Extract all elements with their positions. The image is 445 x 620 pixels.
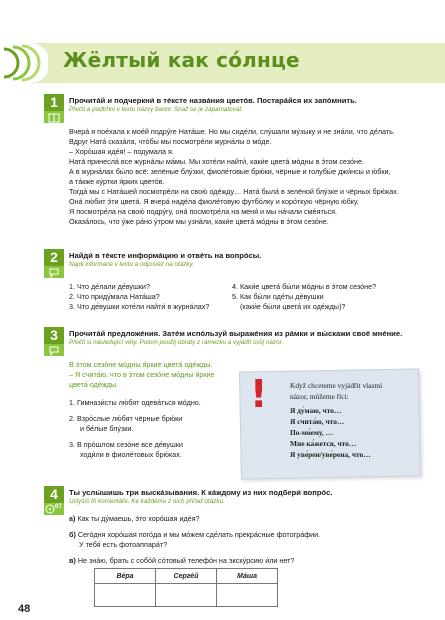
example-line: – Я счита́ю, что в э́том сезо́не мо́дны я́ркие: [69, 370, 215, 379]
question: 4. Каки́е цвета́ бы́ли мо́дны в э́том сезо́не?: [232, 282, 377, 291]
text-line: Вчера́ я пое́хала к мое́й подру́ге Ната́ше. Но мы сиде́ли, слу́шали му́зыку и не зна́ли, что де́лать.: [69, 127, 395, 136]
text-line: А в журна́лах бы́ло всё: зелёные блу́зки, фиоле́товые брю́ки, чёрные и голубы́е джи́нсы и ю́бки,: [69, 167, 391, 176]
speech-icon: [44, 344, 64, 356]
question: Не зна́ю, брать с собо́й со́товый телефо́н на экску́рсию и́ли нет?: [77, 556, 295, 565]
sentence: 3. В про́шлом сезо́не все де́вушки: [69, 440, 183, 449]
sentence-continued: и бе́лые блу́зки.: [80, 424, 134, 433]
curve-logo-icon: [0, 43, 48, 83]
question: 5. Как бы́ли оде́ты де́вушки: [232, 292, 324, 301]
column-header: Серге́й: [156, 569, 217, 584]
sentence-continued: ходи́ли в фиоле́товых брю́ках.: [80, 450, 182, 459]
exclamation-icon: !: [250, 372, 268, 416]
read-icon: [44, 111, 64, 123]
text-line: Ната́ принесла́ все журна́лы ма́мы. Мы хоте́ли найти́, каки́е цвета́ мо́дны в э́том сезо́не.: [69, 157, 364, 166]
question: 1. Что де́лали де́вушки?: [69, 282, 150, 291]
text-line: Я посмотре́ла на свою́ подру́гу, она́ посмотре́ла на меня́ и мы на́чали сме́яться.: [69, 207, 337, 216]
question-letter: б): [69, 530, 76, 539]
task-2-questions-left: [69, 282, 209, 312]
text-line: Оказа́лось, что у́же ра́но у́тром мы узна́ли, каки́е цвета́ мо́дны в э́том сезо́не.: [69, 217, 329, 226]
task-2-questions-right: [232, 282, 376, 312]
question: 2. Что приду́мала Ната́ша?: [69, 292, 160, 301]
audio-cd-icon: [44, 503, 64, 515]
page-title: Жёлтый как со́лнце: [63, 48, 300, 72]
question-continued: У тебя́ есть фотоаппара́т?: [79, 540, 168, 549]
task-2-subheading: Najdi informace v textu a odpověz na otázky.: [69, 261, 194, 268]
note-phrase: Я счита́ю, что…: [290, 417, 345, 426]
note-phrase: По-мо́ему, …: [290, 428, 333, 437]
question: Сего́дня хоро́шая пого́да и мы мо́жем сде́лать прекра́сные фотогра́фии.: [77, 530, 321, 539]
text-line: – Хоро́шая иде́я! – подумала я.: [69, 147, 174, 156]
question-letter: в): [69, 556, 76, 565]
example-line: В э́том сезо́не мо́дны я́ркие цвета́ оде́жды.: [69, 360, 213, 369]
text-line: Вдруг Ната́ сказа́ла, что́бы мы посмотре́ли журна́лы о мо́де.: [69, 137, 272, 146]
sentence: 1. Гимнази́сты лю́бят одева́ться мо́дно.: [69, 398, 201, 407]
task-4-questions: [69, 514, 320, 566]
answer-cell[interactable]: [156, 584, 217, 607]
task-2-heading: Найди́ в те́ксте информа́цию и отве́ть на вопро́сы.: [69, 251, 262, 260]
text-line: Тогда́ мы с Ната́шей посмотре́ли на свою́ оде́жду… Ната́ была́ в зелёной блу́зке и чёрных брю́ках.: [69, 187, 399, 196]
task-4-number: 4: [44, 486, 64, 503]
task-1-subheading: Přečti a podtrhni v textu názvy barev. Snaž se je zapamatovat.: [69, 106, 243, 113]
task-3-number: 3: [44, 327, 64, 344]
example-line: цвета́ оде́жды.: [69, 380, 119, 389]
sentence: 2. Взро́слые лю́бят чёрные брю́ки: [69, 414, 183, 423]
speech-icon: [44, 266, 64, 278]
question-continued: (каки́е бы́ли цвета́ их оде́жды)?: [240, 302, 346, 311]
task-2-number: 2: [44, 249, 64, 266]
note-intro: Když chceteme vyjádřit vlastní: [290, 381, 383, 390]
note-content: [290, 380, 382, 460]
page-number: 48: [18, 603, 31, 615]
text-line: а та́кже ку́ртки я́рких цвето́в.: [69, 177, 165, 186]
question-letter: а): [69, 514, 76, 523]
task-1-number: 1: [44, 94, 64, 111]
note-intro: názor, můžeme říci:: [290, 392, 349, 401]
note-phrase: Я ду́маю, что…: [290, 406, 342, 415]
question: 3. Что де́вушки хоте́ли найти́ в журна́лах?: [69, 302, 210, 311]
text-line: Она́ лю́бит э́ти цвета́. Я вчера́ наде́ла фиоле́товую футбо́лку и коро́ткую чёрную ю́бку.: [69, 197, 359, 206]
task-3-items: [69, 398, 201, 460]
task-4-subheading: Uslyšíš tři komentáře. Ke každému z nich přiřaď otázku.: [69, 498, 225, 505]
column-header: Ве́ра: [95, 569, 156, 584]
task-1-text: [69, 127, 399, 227]
answer-table: [94, 568, 278, 607]
track-number: 07: [55, 504, 62, 510]
answer-cell[interactable]: [95, 584, 156, 607]
task-1-heading: Прочита́й и подчеркни́ в те́ксте назва́ния цвето́в. Постара́йся их запо́мнить.: [69, 96, 357, 105]
task-3-subheading: Přečti si následující věty. Potom použij obraty z rámečku a vyjádři svůj názor.: [69, 339, 284, 346]
note-phrase: Мне ка́жется, что…: [290, 439, 357, 448]
task-4-heading: Ты услы́шишь три выска́зывания. К ка́ждому из них подбери́ вопро́с.: [69, 488, 333, 497]
question: Как ты ду́маешь, э́то хоро́шая иде́я?: [77, 514, 200, 523]
task-3-example: [69, 360, 215, 390]
note-phrase: Я уве́рен/уве́рена, что…: [290, 450, 371, 459]
column-header: Ма́ша: [217, 569, 278, 584]
task-3-heading: Прочита́й предложе́ния. Зате́м испо́льзуй выраже́ния из ра́мки и вы́скажи своё мне́ние.: [69, 329, 403, 338]
answer-cell[interactable]: [217, 584, 278, 607]
